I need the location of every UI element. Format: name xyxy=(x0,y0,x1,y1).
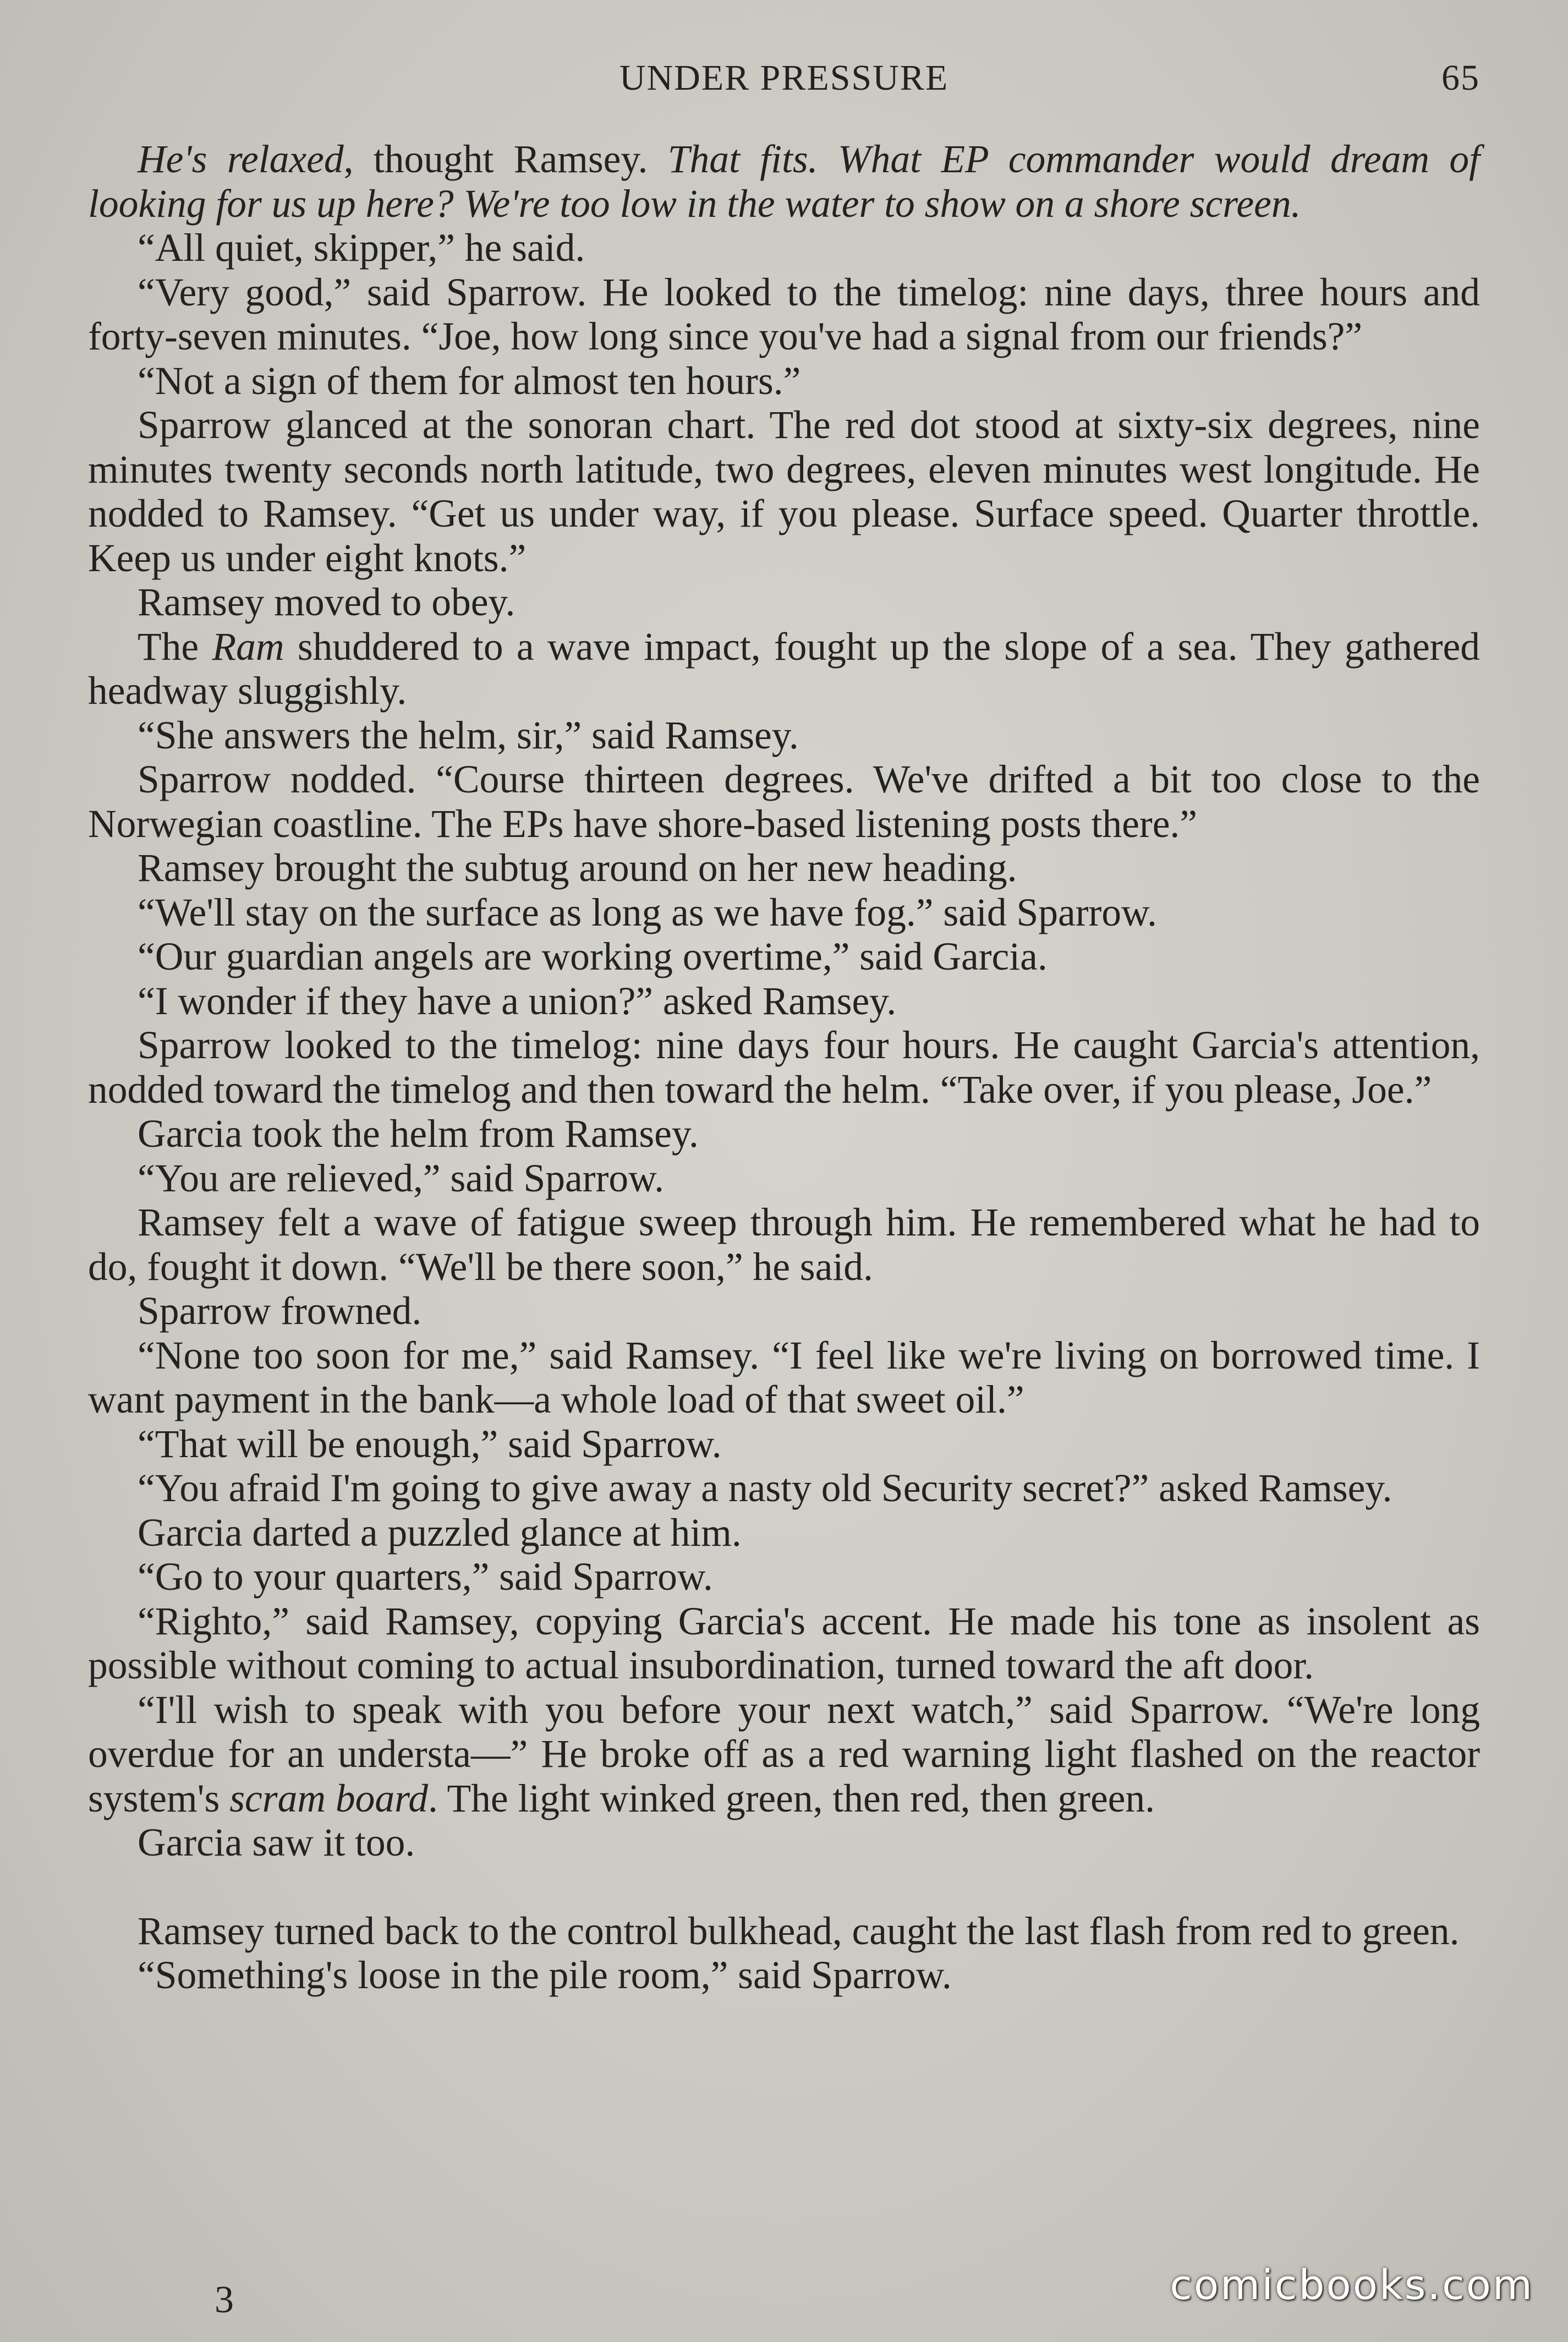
text-run: The xyxy=(138,625,212,669)
paragraph xyxy=(88,980,1480,1024)
text-run: , thought Ramsey. xyxy=(343,138,668,181)
paragraph xyxy=(88,1334,1480,1422)
paragraph xyxy=(88,1201,1480,1289)
paragraph xyxy=(88,935,1480,980)
text-run: Garcia darted a puzzled glance at him. xyxy=(138,1511,742,1555)
text-run: Ramsey turned back to the control bulkhead, caught the last flash from red to green. xyxy=(138,1909,1460,1953)
italic-text: That fits. What EP commander would dream of looking for us up here? We're too low in the water to show on a shore screen. xyxy=(88,138,1481,226)
text-run: “She answers the helm, sir,” said Ramsey. xyxy=(138,713,799,757)
text-run: “I wonder if they have a union?” asked Ramsey. xyxy=(138,979,897,1023)
paragraph xyxy=(88,1511,1480,1556)
italic-text: Ram xyxy=(212,625,284,669)
paragraph xyxy=(88,714,1480,758)
signature-mark: 3 xyxy=(215,2279,234,2321)
paragraph xyxy=(88,581,1480,625)
text-run: “Righto,” said Ramsey, copying Garcia's accent. He made his tone as insolent as possible without coming to actual insubordination, turned toward the aft door. xyxy=(88,1599,1480,1687)
paragraph xyxy=(88,1289,1480,1334)
text-run: . The light winked green, then red, then green. xyxy=(428,1776,1155,1820)
paragraph xyxy=(88,1688,1480,1821)
paragraph xyxy=(88,226,1480,271)
text-run: Garcia saw it too. xyxy=(138,1821,415,1864)
paragraph xyxy=(88,403,1480,581)
text-run: “We'll stay on the surface as long as we have fog.” said Sparrow. xyxy=(138,890,1157,934)
paragraph xyxy=(88,1600,1480,1688)
text-run: “You are relieved,” said Sparrow. xyxy=(138,1156,665,1200)
text-run: Sparrow glanced at the sonoran chart. The red dot stood at sixty-six degrees, nine minutes twenty seconds north latitude, two degrees, eleven minutes west longitude. He nodded to Ramsey. “Get us under way, if you please. Surface speed. Quarter throttle. Keep us under eight knots.” xyxy=(88,403,1480,580)
body-text xyxy=(88,138,1480,1998)
paragraph xyxy=(88,1157,1480,1201)
watermark: comicbooks.com xyxy=(1170,2262,1534,2309)
paragraph xyxy=(88,359,1480,404)
paragraph xyxy=(88,1467,1480,1511)
text-run: “Very good,” said Sparrow. He looked to the timelog: nine days, three hours and forty-seven minutes. “Joe, how long since you've had a signal from our friends?” xyxy=(88,270,1480,358)
text-run: “Not a sign of them for almost ten hours.” xyxy=(138,359,801,403)
text-run: Sparrow frowned. xyxy=(138,1289,422,1333)
paragraph xyxy=(88,625,1480,714)
italic-text: scram board xyxy=(229,1776,429,1820)
text-run: Garcia took the helm from Ramsey. xyxy=(138,1112,699,1156)
text-run: shuddered to a wave impact, fought up the slope of a sea. They gathered headway sluggishly. xyxy=(88,625,1480,713)
text-run: Sparrow looked to the timelog: nine days four hours. He caught Garcia's attention, nodded toward the timelog and then toward the helm. “Take over, if you please, Joe.” xyxy=(88,1024,1480,1112)
text-run: Ramsey felt a wave of fatigue sweep through him. He remembered what he had to do, fought it down. “We'll be there soon,” he said. xyxy=(88,1201,1480,1289)
page-number: 65 xyxy=(1441,58,1480,98)
paragraph xyxy=(88,1024,1480,1112)
paragraph xyxy=(88,1112,1480,1157)
paragraph xyxy=(88,1555,1480,1600)
running-title: UNDER PRESSURE xyxy=(619,58,949,98)
paragraph xyxy=(88,758,1480,846)
text-run: “Something's loose in the pile room,” said Sparrow. xyxy=(138,1954,952,1997)
text-run: “Our guardian angels are working overtime,” said Garcia. xyxy=(138,935,1048,978)
text-run: Ramsey moved to obey. xyxy=(138,581,516,624)
text-run: Sparrow nodded. “Course thirteen degrees. We've drifted a bit too close to the Norwegian coastline. The EPs have shore-based listening posts there.” xyxy=(88,758,1480,846)
paragraph xyxy=(88,1422,1480,1467)
paragraph xyxy=(88,1909,1480,1954)
text-run: “Go to your quarters,” said Sparrow. xyxy=(138,1555,713,1599)
paragraph xyxy=(88,891,1480,935)
paragraph xyxy=(88,1954,1480,1998)
text-run: “I'll wish to speak with you before your next watch,” said Sparrow. “We're long overdue for an understa—” He broke off as a red warning light flashed on the reactor system's xyxy=(88,1688,1480,1820)
paragraph xyxy=(88,846,1480,891)
text-run: Ramsey brought the subtug around on her new heading. xyxy=(138,846,1017,890)
page-header xyxy=(88,57,1480,118)
text-run: “None too soon for me,” said Ramsey. “I feel like we're living on borrowed time. I want payment in the bank—a whole load of that sweet oil.” xyxy=(88,1333,1480,1421)
paragraph xyxy=(88,271,1480,359)
italic-text: He's relaxed xyxy=(138,138,344,181)
text-run: “You afraid I'm going to give away a nasty old Security secret?” asked Ramsey. xyxy=(138,1467,1392,1510)
paragraph xyxy=(88,1821,1480,1865)
text-run: “That will be enough,” said Sparrow. xyxy=(138,1422,722,1466)
paragraph xyxy=(88,138,1480,226)
text-run: “All quiet, skipper,” he said. xyxy=(138,226,585,270)
